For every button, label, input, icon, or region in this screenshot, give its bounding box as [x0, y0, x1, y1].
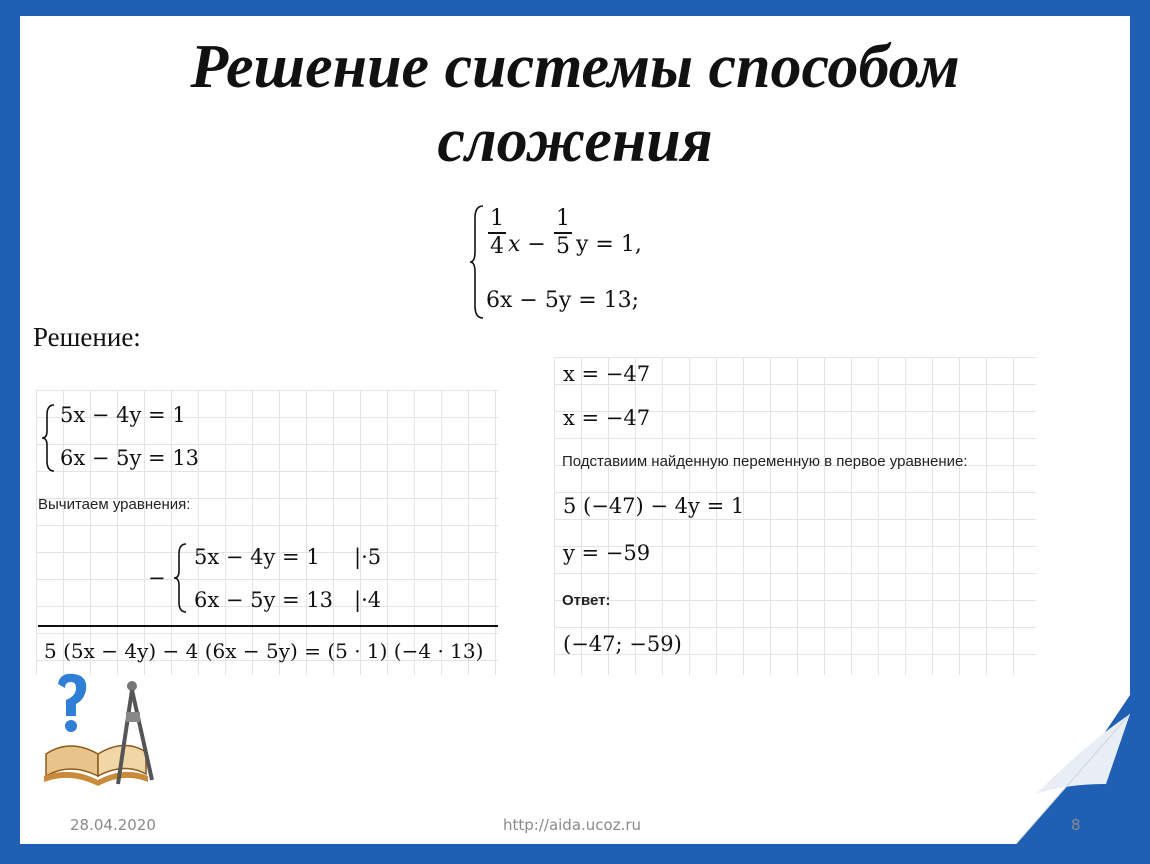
fraction-2-numerator: 1 [556, 206, 570, 231]
title-line-1: Решение системы способом [190, 33, 960, 101]
left-system-eq-1: 5x − 4y = 1 [60, 403, 186, 427]
equation-system [470, 204, 670, 320]
x-value-1: x = −47 [563, 362, 651, 386]
equation-1-middle: x − [508, 232, 546, 257]
fraction-2-denominator: 5 [556, 234, 570, 259]
footer-date: 28.04.2020 [70, 816, 156, 834]
book-question-compass-icon [40, 672, 170, 792]
left-system-eq-2: 6x − 5y = 13 [60, 446, 200, 470]
subtract-eq-2-multiplier: |·4 [354, 588, 382, 612]
y-value: y = −59 [563, 541, 651, 565]
equation-2: 6x − 5y = 13; [486, 288, 640, 313]
subtraction-result: 5 (5x − 4y) − 4 (6x − 5y) = (5 · 1) (−4 · 13) [44, 639, 484, 663]
slide-title [20, 30, 1130, 178]
title-line-2: сложения [437, 107, 713, 175]
left-brace-icon [40, 403, 56, 473]
answer-label: Ответ: [562, 592, 611, 609]
answer-value: (−47; −59) [563, 632, 682, 656]
fraction-1-denominator: 4 [490, 234, 504, 259]
substitution-equation: 5 (−47) − 4y = 1 [563, 494, 745, 518]
x-value-2: x = −47 [563, 406, 651, 430]
fraction-1-numerator: 1 [490, 206, 504, 231]
left-solution-panel [36, 390, 498, 675]
brace-icon [470, 204, 484, 320]
footer-page-number: 8 [1071, 816, 1081, 834]
subtract-note: Вычитаем уравнения: [38, 496, 191, 513]
subtract-eq-2: 6x − 5y = 13 [194, 588, 334, 612]
solution-label: Решение: [33, 322, 141, 352]
substitute-note: Подставиим найденную переменную в первое уравнение: [562, 453, 968, 470]
subtract-eq-1-multiplier: |·5 [354, 545, 382, 569]
subtraction-rule [38, 625, 498, 627]
footer-url[interactable]: http://aida.ucoz.ru [503, 816, 642, 834]
subtract-eq-1: 5x − 4y = 1 [194, 545, 320, 569]
subtract-brace-icon [172, 542, 188, 614]
minus-sign: − [148, 566, 166, 590]
equation-1-end: y = 1, [576, 232, 642, 257]
